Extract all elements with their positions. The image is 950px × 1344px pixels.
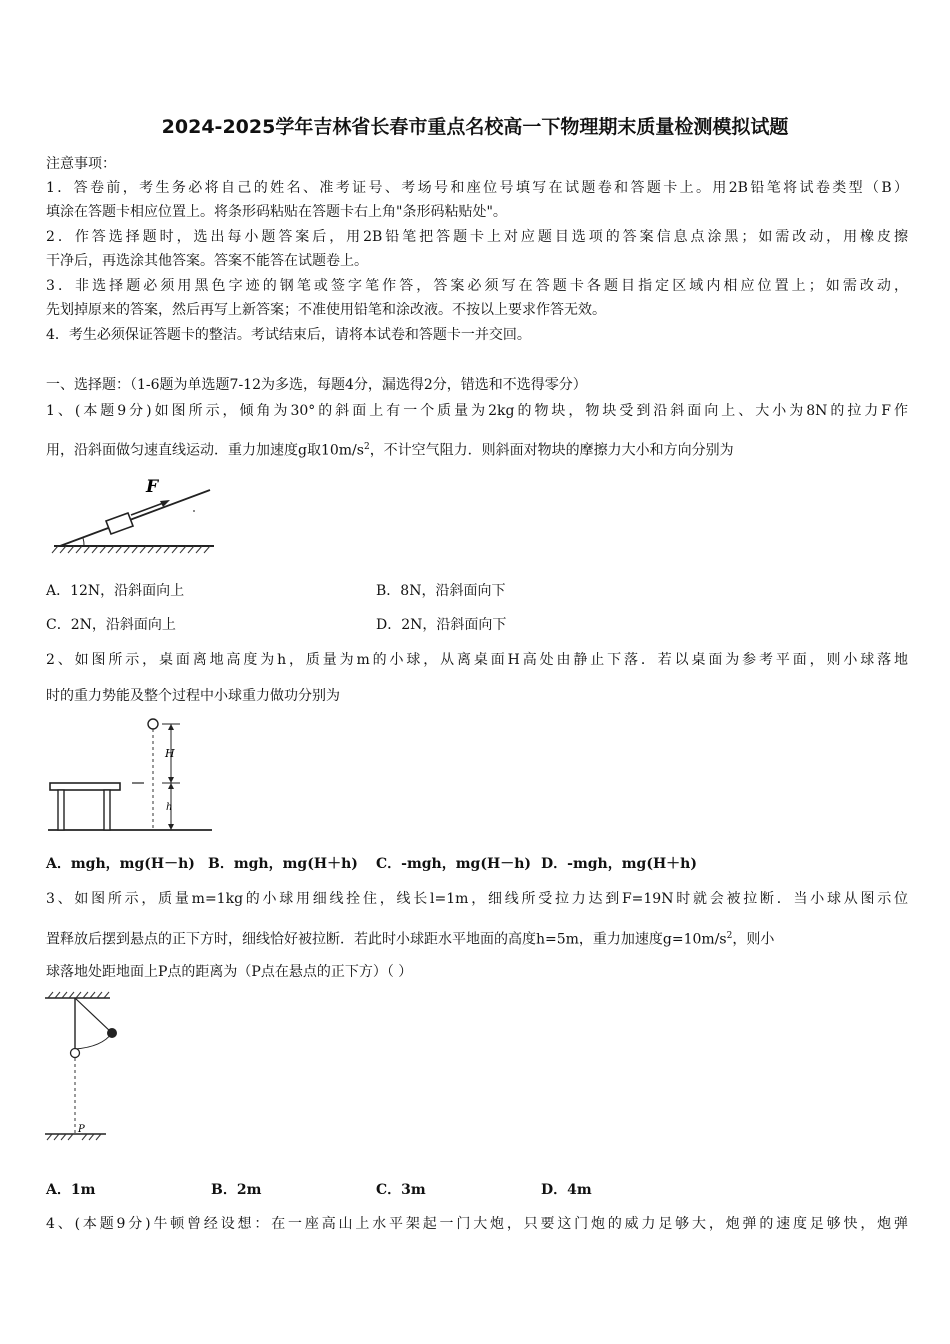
q1-stem-2: 用，沿斜面做匀速直线运动．重力加速度g取$10m/s^2$，不计空气阻力．则斜面对物块的摩擦力大小和方向分别为 [46,442,734,459]
height-h-label: h [166,802,173,813]
q1-option-a[interactable]: A．12N，沿斜面向上 [46,583,185,599]
notice-item: 2．作答选择题时，选出每小题答案后，用2B铅笔把答题卡上对应题目选项的答案信息点涂黑；如需改动，用橡皮擦 [46,229,908,245]
q1-option-c[interactable]: C．2N，沿斜面向上 [46,617,176,633]
notice-item: 干净后，再选涂其他答案。答案不能答在试题卷上。 [46,253,368,269]
q2-option-b[interactable]: B．mgh，mg(H＋h) [208,856,358,872]
notice-item: 先划掉原来的答案，然后再写上新答案；不准使用铅笔和涂改液。不按以上要求作答无效。 [46,302,606,318]
q2-stem-2: 时的重力势能及整个过程中小球重力做功分别为 [46,688,340,704]
q1-option-b[interactable]: B．8N，沿斜面向下 [376,583,506,599]
q2-option-a[interactable]: A．mgh，mg(H－h) [46,856,195,872]
table-ball-figure [46,714,216,834]
q1-stem: 1、(本题9分)如图所示，倾角为30°的斜面上有一个质量为2kg的物块，物块受到沿斜面向上、大小为8N的拉力F作 [46,403,908,419]
q3-stem: 3、如图所示，质量m=1kg的小球用细线拴住，线长l=1m，细线所受拉力达到F=19N时就会被拉断．当小球从图示位 [46,891,908,907]
q4-stem: 4、(本题9分)牛顿曾经设想：在一座高山上水平架起一门大炮，只要这门炮的威力足够大，炮弹的速度足够快，炮弹 [46,1216,908,1232]
q3-option-a[interactable]: A．1m [46,1182,96,1198]
notice-item: 3．非选择题必须用黑色字迹的钢笔或签字笔作答，答案必须写在答题卡各题目指定区域内相应位置上；如需改动， [46,278,908,294]
q2-stem: 2、如图所示，桌面离地高度为h，质量为m的小球，从离桌面H高处由静止下落．若以桌面为参考平面，则小球落地 [46,652,908,668]
notice-heading: 注意事项： [46,156,116,172]
q2-option-c[interactable]: C．-mgh，mg(H－h) [376,856,531,872]
incline-figure [48,470,218,555]
page-title: 2024-2025学年吉林省长春市重点名校高一下物理期末质量检测模拟试题 [161,116,789,138]
notice-item: 填涂在答题卡相应位置上。将条形码粘贴在答题卡右上角"条形码粘贴处"。 [46,204,507,220]
q3-stem-2: 置释放后摆到悬点的正下方时，细线恰好被拉断．若此时小球距水平地面的高度h=5m，重力加速度$g=10m/s^2$，则小 [46,931,775,948]
pendulum-figure [42,990,122,1146]
section-heading: 一、选择题：（1-6题为单选题7-12为多选，每题4分，漏选得2分，错选和不选得零分） [46,377,587,393]
q3-option-c[interactable]: C．3m [376,1182,426,1198]
notice-item: 4．考生必须保证答题卡的整洁。考试结束后，请将本试卷和答题卡一并交回。 [46,327,531,343]
q3-option-d[interactable]: D．4m [541,1182,592,1198]
q2-option-d[interactable]: D．-mgh，mg(H＋h) [541,856,697,872]
height-H-label: H [165,747,175,760]
notice-item: 1．答卷前，考生务必将自己的姓名、准考证号、考场号和座位号填写在试题卷和答题卡上。用2B铅笔将试卷类型（B） [46,180,908,196]
force-label: F [146,477,159,497]
q3-option-b[interactable]: B．2m [211,1182,262,1198]
point-p-label: P [78,1124,85,1135]
q1-option-d[interactable]: D．2N，沿斜面向下 [376,617,507,633]
q3-stem-3: 球落地处距地面上P点的距离为（P点在悬点的正下方）（ ） [46,964,413,980]
